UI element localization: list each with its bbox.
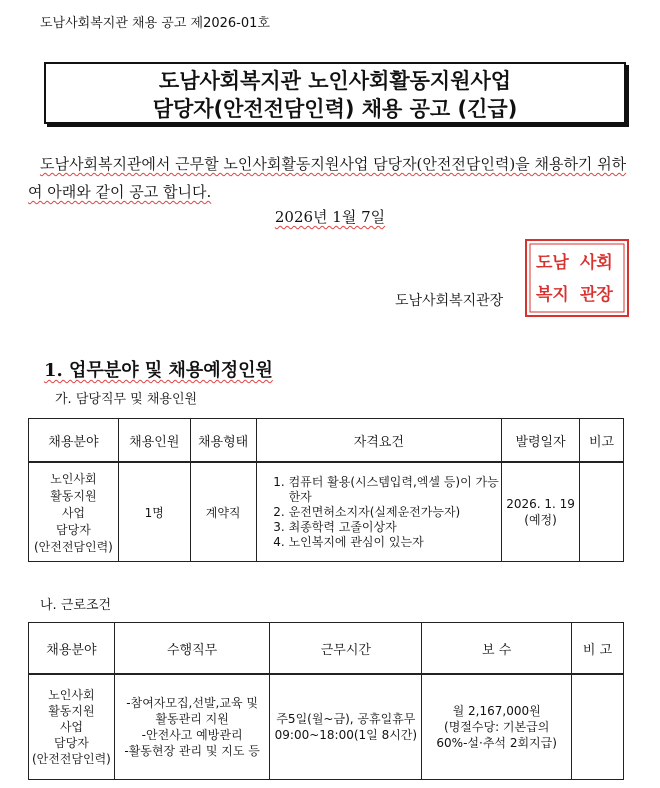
- hours-cell: [270, 674, 422, 780]
- hours-line: 09:00~18:00(1일 8시간): [274, 728, 418, 742]
- svg-text:관장: 관장: [580, 285, 613, 305]
- note-cell: [580, 462, 624, 562]
- qualifications-cell: [256, 462, 502, 562]
- date-text: 2026년 1월 7일: [274, 208, 386, 226]
- qualification-item: 3. 최종학력 고졸이상자: [289, 520, 500, 535]
- section-heading-text: 1. 업무분야 및 채용예정인원: [44, 360, 273, 381]
- header-cell: 채용분야: [29, 623, 115, 675]
- intro-text: 도남사회복지관에서 근무할 노인사회활동지원사업 담당자(안전전담인력)을 채용하기 위하여 아래와 같이 공고 합니다.: [28, 155, 627, 201]
- field-line: 활동지원: [48, 704, 95, 718]
- duty-line: -안전사고 예방관리: [141, 728, 243, 742]
- header-cell: 보 수: [422, 623, 572, 675]
- announcement-date: [0, 206, 660, 227]
- duty-line: -활동현장 관리 및 지도 등: [124, 744, 260, 758]
- header-cell: 근무시간: [270, 623, 422, 675]
- svg-text:사회: 사회: [580, 253, 613, 273]
- table-header-row: [29, 419, 624, 463]
- recruitment-table: [28, 418, 624, 562]
- field-line: 사업: [61, 505, 85, 520]
- type-cell: 계약직: [190, 462, 256, 562]
- document-number: 도남사회복지관 채용 공고 제2026-01호: [40, 16, 270, 31]
- qualification-item: 4. 노인복지에 관심이 있는자: [289, 535, 500, 550]
- header-cell: 수행직무: [114, 623, 270, 675]
- appointment-date: 2026. 1. 19: [506, 496, 575, 511]
- title-box: [44, 62, 626, 124]
- field-line: 사업: [59, 720, 83, 734]
- organization-head: 도남사회복지관장: [395, 293, 504, 309]
- duty-line: -참여자모집,선발,교육 및: [126, 696, 258, 710]
- header-cell: 자격요건: [256, 419, 502, 463]
- header-cell: 발령일자: [502, 419, 580, 463]
- title-line-1: 도남사회복지관 노인사회활동지원사업: [158, 69, 512, 93]
- field-line: 담당자: [54, 736, 89, 750]
- field-line: 담당자: [56, 522, 91, 537]
- appointment-note: (예정): [524, 512, 557, 527]
- field-cell: [29, 674, 115, 780]
- svg-text:도남: 도남: [536, 253, 569, 273]
- title-line-2: 담당자(안전전담인력) 채용 공고 (긴급): [152, 97, 518, 121]
- intro-paragraph: [28, 150, 638, 206]
- subheading-duties: 가. 담당직무 및 채용인원: [55, 392, 198, 407]
- qualification-item: 2. 운전면허소지자(실제운전가능자): [289, 505, 500, 520]
- subheading-conditions: 나. 근로조건: [40, 598, 112, 613]
- pay-line: 60%-설·추석 2회지급): [436, 736, 557, 750]
- field-line: (안전전담인력): [33, 539, 113, 554]
- header-cell: 비 고: [572, 623, 624, 675]
- section-heading: [44, 356, 273, 382]
- appointment-date-cell: [502, 462, 580, 562]
- field-line: 노인사회: [50, 471, 97, 486]
- duties-cell: [114, 674, 270, 780]
- pay-line: 월 2,167,000원: [452, 704, 541, 718]
- count-cell: 1명: [118, 462, 190, 562]
- qualification-item: 1. 컴퓨터 활용(시스템입력,엑셀 등)이 가능한자: [289, 475, 500, 505]
- pay-cell: [422, 674, 572, 780]
- field-line: 활동지원: [50, 488, 97, 503]
- working-conditions-table: [28, 622, 624, 780]
- duty-line: 활동관리 지원: [155, 712, 229, 726]
- table-row: [29, 674, 624, 780]
- svg-text:복지: 복지: [536, 285, 569, 305]
- header-cell: 채용인원: [118, 419, 190, 463]
- header-cell: 채용형태: [190, 419, 256, 463]
- official-seal: [524, 238, 630, 318]
- field-line: (안전전담인력): [31, 752, 111, 766]
- header-cell: 비고: [580, 419, 624, 463]
- table-row: [29, 462, 624, 562]
- note-cell: [572, 674, 624, 780]
- field-line: 노인사회: [48, 688, 95, 702]
- hours-line: 주5일(월~금), 공휴일휴무: [276, 712, 416, 726]
- table-header-row: [29, 623, 624, 675]
- field-cell: [29, 462, 119, 562]
- header-cell: 채용분야: [29, 419, 119, 463]
- pay-line: (명절수당: 기본급의: [444, 720, 550, 734]
